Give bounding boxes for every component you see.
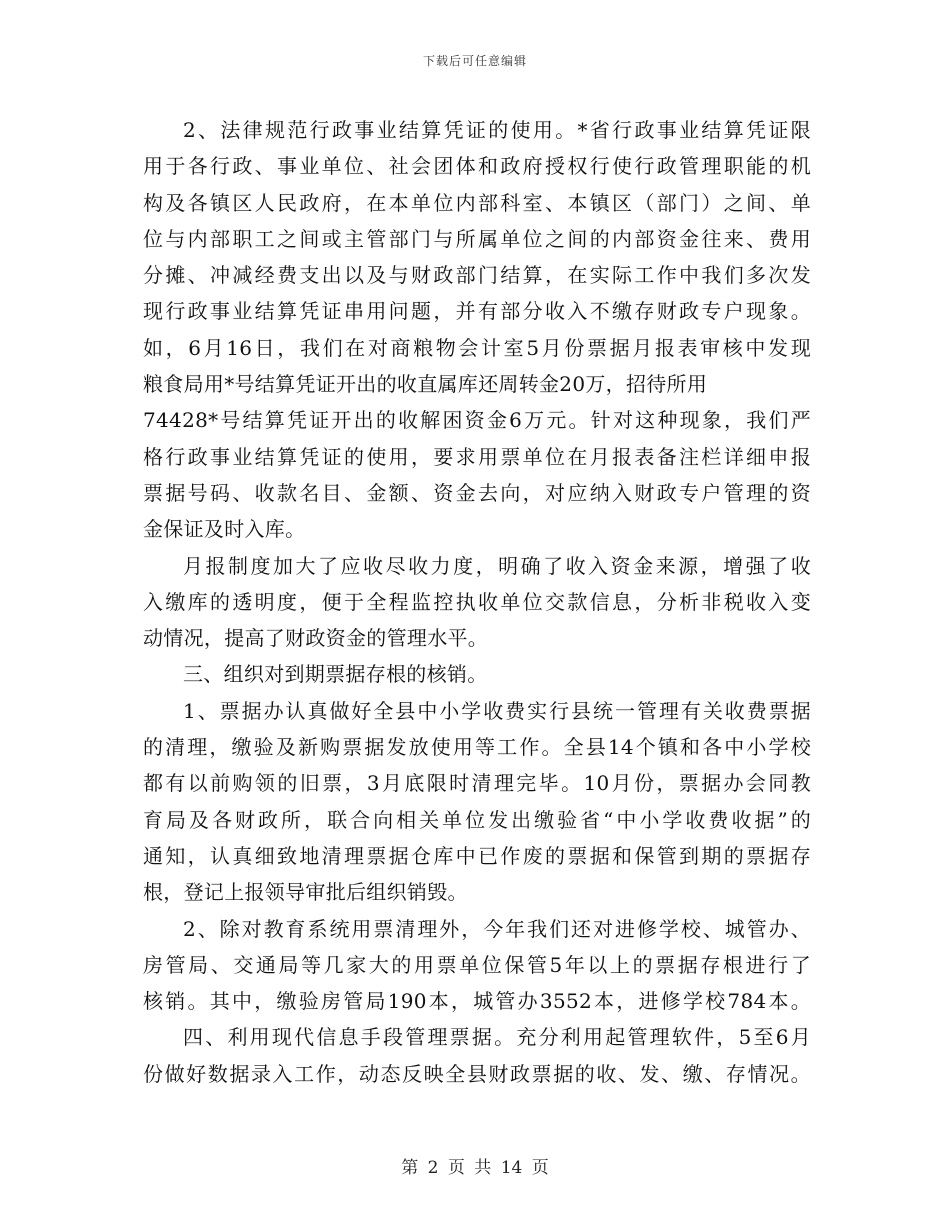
text-line: 核销。其中，缴验房管局190本，城管办3552本，进修学校784本。 (143, 989, 811, 1014)
paragraph-modern-information-management (143, 1019, 811, 1092)
page-number-footer: 第 2 页 共 14 页 (401, 1158, 549, 1178)
text-line: 房管局、交通局等几家大的用票单位保管5年以上的票据存根进行了 (143, 952, 811, 977)
text-line: 用于各行政、事业单位、社会团体和政府授权行使行政管理职能的机 (143, 154, 811, 179)
text-line: 票据号码、收款名目、金额、资金去向，对应纳入财政专户管理的资 (143, 480, 811, 505)
text-line: 份做好数据录入工作，动态反映全县财政票据的收、发、缴、存情况。 (143, 1061, 811, 1086)
text-line: 粮食局用*号结算凭证开出的收直属库还周转金20万，招待所用 (143, 372, 708, 397)
text-line: 1、票据办认真做好全县中小学收费实行县统一管理有关收费票据 (183, 698, 811, 723)
text-line: 2、除对教育系统用票清理外，今年我们还对进修学校、城管办、 (183, 916, 811, 941)
text-line: 三、组织对到期票据存根的核销。 (183, 662, 488, 687)
text-line: 的清理，缴验及新购票据发放使用等工作。全县14个镇和各中小学校 (143, 735, 811, 760)
text-line: 根，登记上报领导审批后组织销毁。 (143, 880, 468, 905)
paragraph-legal-settlement-vouchers (143, 112, 811, 548)
text-line: 育局及各财政所，联合向相关单位发出缴验省“中小学收费收据”的 (143, 807, 811, 832)
document-body (143, 112, 811, 1092)
text-line: 如，6月16日，我们在对商粮物会计室5月份票据月报表审核中发现 (143, 335, 811, 360)
paragraph-other-unit-cleanup (143, 911, 811, 1020)
page-header-note: 下载后可任意编辑 (422, 54, 527, 68)
text-line: 月报制度加大了应收尽收力度，明确了收入资金来源，增强了收 (183, 553, 811, 578)
text-line: 动情况，提高了财政资金的管理水平。 (143, 626, 489, 651)
paragraph-school-fee-receipts (143, 693, 811, 911)
text-line: 四、利用现代信息手段管理票据。充分利用起管理软件，5至6月 (183, 1025, 811, 1050)
paragraph-monthly-report-system (143, 548, 811, 657)
text-line: 通知，认真细致地清理票据仓库中已作废的票据和保管到期的票据存 (143, 843, 811, 868)
text-line: 都有以前购领的旧票，3月底限时清理完毕。10月份，票据办会同教 (143, 771, 811, 796)
text-line: 分摊、冲减经费支出以及与财政部门结算，在实际工作中我们多次发 (143, 263, 811, 288)
text-line: 74428*号结算凭证开出的收解困资金6万元。针对这种现象，我们严 (143, 408, 811, 433)
text-line: 2、法律规范行政事业结算凭证的使用。*省行政事业结算凭证限 (183, 118, 811, 142)
text-line: 构及各镇区人民政府，在本单位内部科室、本镇区（部门）之间、单 (143, 190, 811, 215)
text-line: 入缴库的透明度，便于全程监控执收单位交款信息，分析非税收入变 (143, 589, 811, 614)
text-line: 现行政事业结算凭证串用问题，并有部分收入不缴存财政专户现象。 (143, 299, 811, 324)
text-line: 金保证及时入库。 (143, 517, 306, 542)
section-heading-stub-verification (143, 656, 811, 692)
text-line: 位与内部职工之间或主管部门与所属单位之间的内部资金往来、费用 (143, 226, 811, 251)
text-line: 格行政事业结算凭证的使用，要求用票单位在月报表备注栏详细申报 (143, 444, 811, 469)
